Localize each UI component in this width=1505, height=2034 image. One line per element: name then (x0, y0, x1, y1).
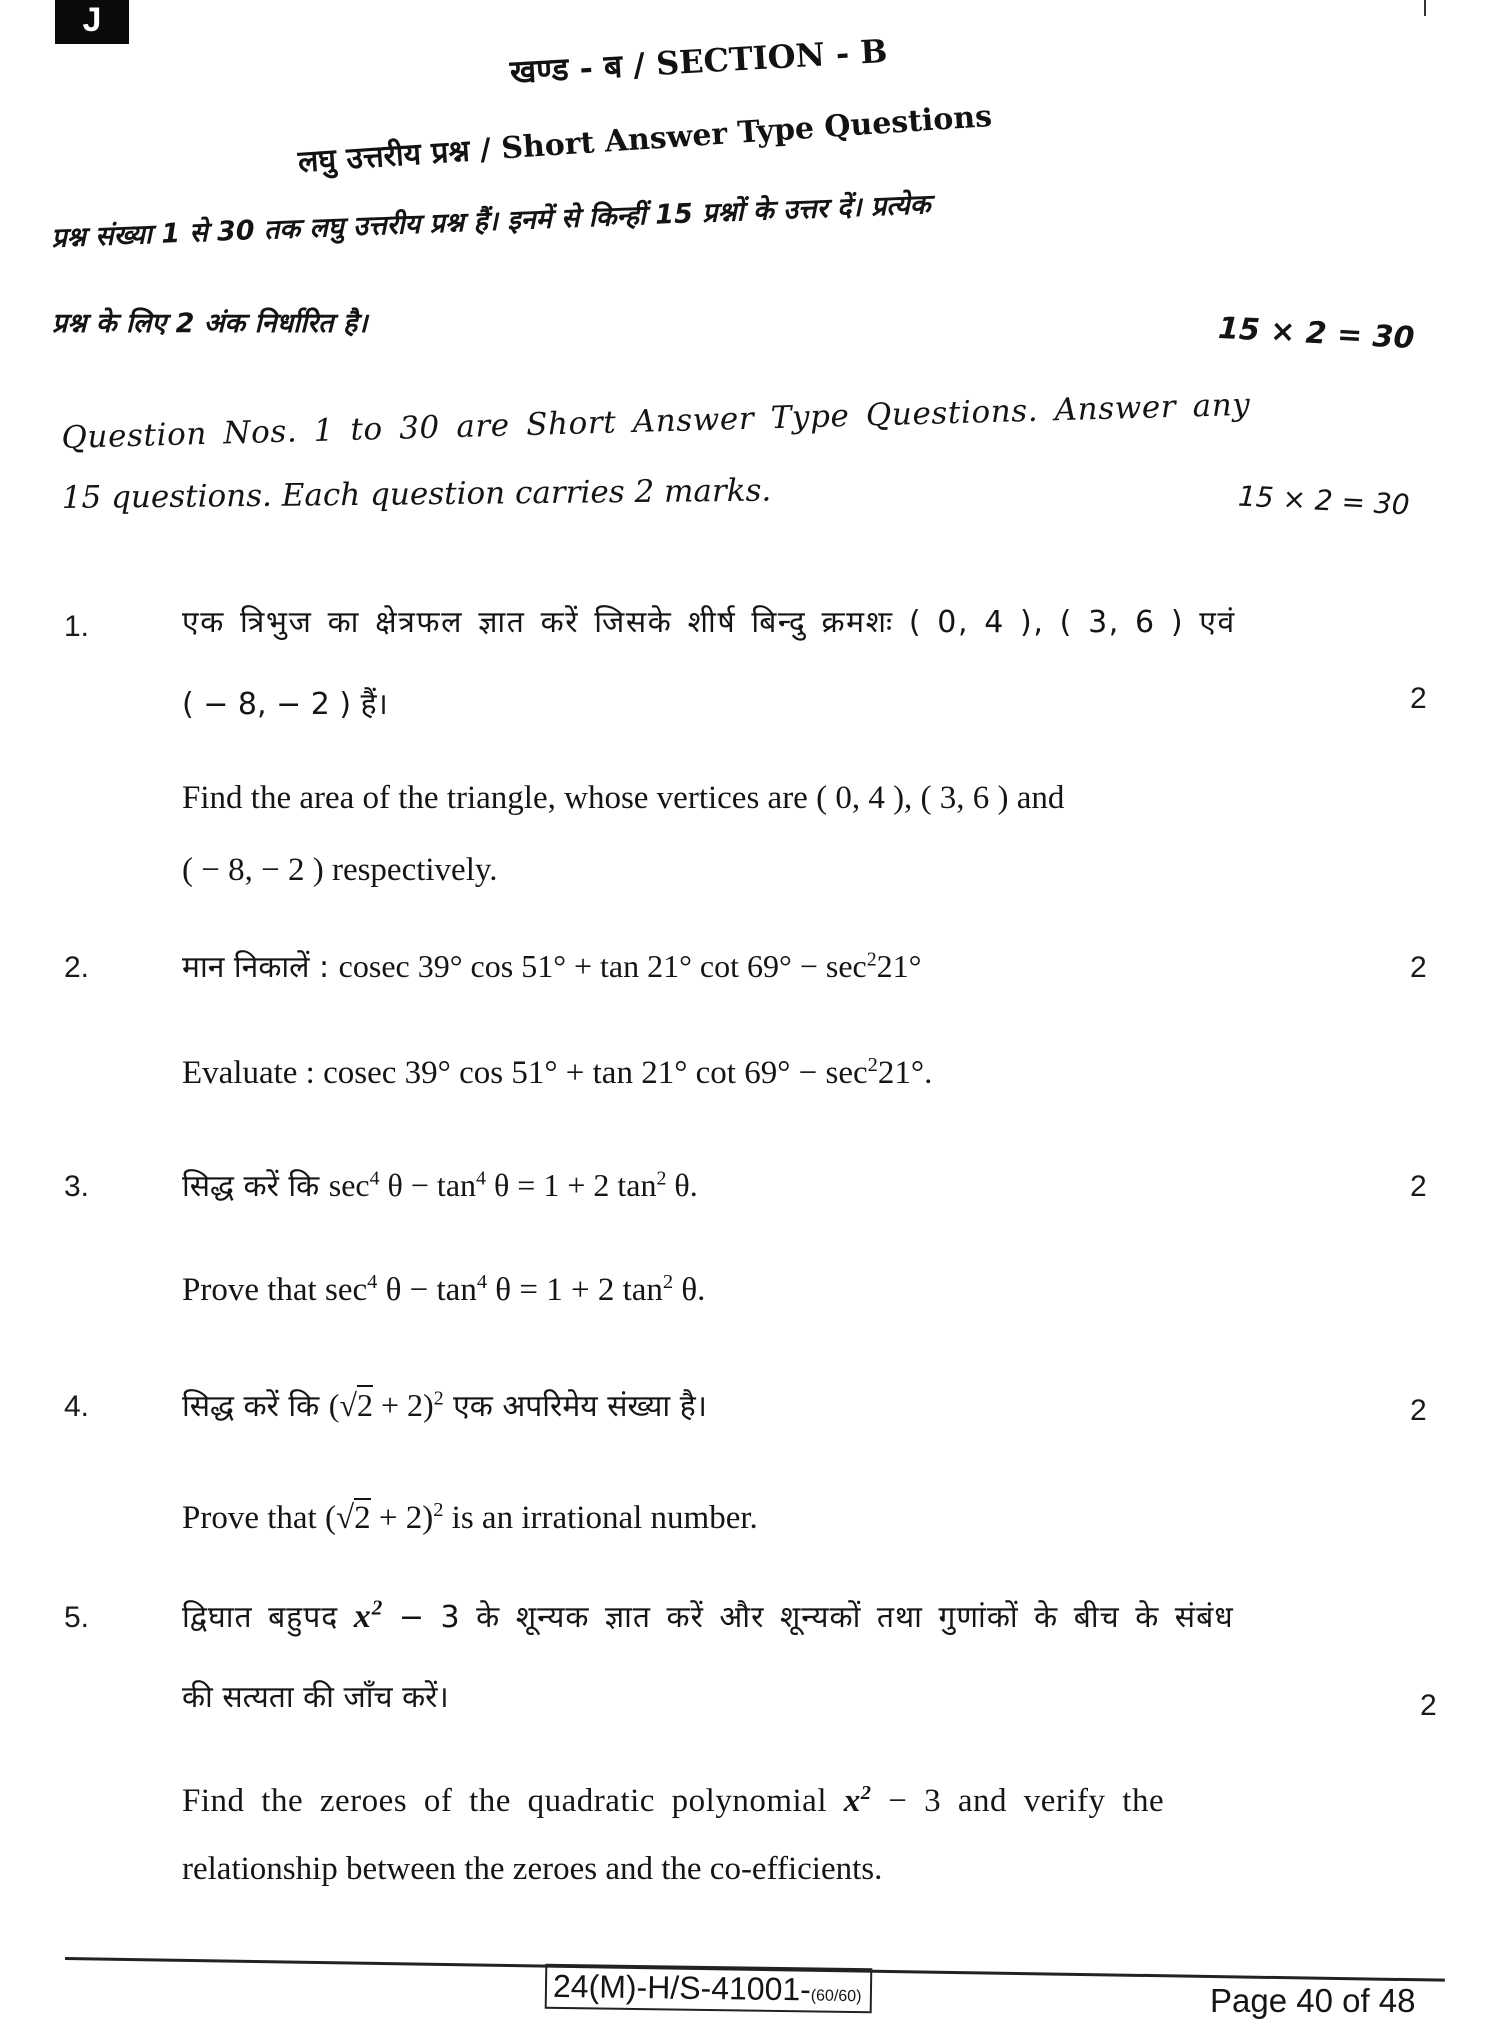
expression-part: + 2) (370, 1500, 434, 1536)
corner-mark (1424, 0, 1426, 16)
question-english-prefix: Evaluate : (182, 1055, 315, 1091)
identity-expression (325, 1272, 705, 1308)
question-english-line2: relationship between the zeroes and the co-efficients. (182, 1851, 883, 1887)
exponent: 2 (860, 1782, 872, 1804)
question-english-line2: ( − 8, − 2 ) respectively. (182, 852, 498, 888)
question-hindi-line2: की सत्यता की जाँच करें। (182, 1680, 449, 1715)
question-hindi-line (182, 945, 921, 986)
expression-part: cosec 39° cos 51° + tan 21° cot 69° − sec (338, 948, 867, 984)
question-number: 5. (64, 1601, 90, 1634)
question-hindi-suffix: − 3 के शून्यक ज्ञात करें और शून्यकों तथा गुणांकों के बीच के संबंध (398, 1600, 1234, 1635)
question-english-prefix: Prove that (182, 1272, 317, 1308)
expression-part: (√ (324, 1500, 355, 1536)
question-english-suffix: − 3 and verify the (888, 1783, 1165, 1819)
variable: x (843, 1783, 861, 1819)
radical-expression (329, 1387, 444, 1423)
expression-part: θ − tan (387, 1167, 477, 1203)
question-marks: 2 (1410, 951, 1427, 984)
question-english-prefix: Find the zeroes of the quadratic polynomial (182, 1783, 828, 1819)
exponent: 2 (656, 1167, 667, 1190)
expression-part: θ. (681, 1272, 706, 1308)
question-english-line (182, 1272, 705, 1309)
exponent: 2 (662, 1271, 674, 1293)
paper-code-box (545, 1964, 872, 2014)
paper-code-suffix: (60/60) (810, 1987, 862, 2006)
question-hindi-line (182, 1164, 698, 1205)
question-marks: 2 (1410, 1170, 1427, 1203)
identity-expression (329, 1167, 698, 1203)
question-hindi-prefix: द्विघात बहुपद (182, 1600, 339, 1635)
trig-expression (339, 948, 922, 984)
exponent: 2 (433, 1387, 444, 1410)
question-number: 4. (64, 1390, 90, 1423)
question-english-suffix: is an irrational number. (451, 1500, 758, 1536)
expression-part: (√ (328, 1387, 357, 1423)
question-number: 3. (64, 1170, 90, 1203)
expression-part: 21° (877, 1055, 925, 1091)
exponent: 2 (866, 948, 877, 971)
question-hindi-line (182, 1384, 707, 1425)
question-hindi-line1 (182, 1595, 1234, 1636)
polynomial-variable (353, 1595, 384, 1635)
question-hindi-line2: ( − 8, − 2 ) हैं। (182, 687, 388, 722)
question-number: 2. (64, 951, 90, 984)
question-marks: 2 (1410, 682, 1427, 715)
instructions-hindi-line1: प्रश्न संख्या 1 से 30 तक लघु उत्तरीय प्रश्न हैं। इनमें से किन्हीं 15 प्रश्नों के उत्तर दें। प्रत्येक (50, 189, 932, 255)
section-title: खण्ड - ब / SECTION - B (508, 31, 889, 91)
question-english-line (182, 1500, 758, 1537)
radicand: 2 (354, 1500, 371, 1536)
expression-part: θ = 1 + 2 tan (495, 1272, 663, 1308)
exponent: 4 (476, 1271, 488, 1293)
question-english-line1: Find the area of the triangle, whose vertices are ( 0, 4 ), ( 3, 6 ) and (182, 780, 1065, 816)
page-number: Page 40 of 48 (1210, 1982, 1416, 2019)
exponent: 4 (369, 1167, 380, 1190)
question-marks: 2 (1410, 1394, 1427, 1427)
question-hindi-prefix: मान निकालें : (182, 950, 330, 985)
instructions-hindi-line2: प्रश्न के लिए 2 अंक निर्धारित है। (52, 308, 368, 339)
variable: x (353, 1598, 372, 1635)
question-marks: 2 (1420, 1689, 1437, 1722)
trig-expression (323, 1055, 932, 1091)
expression-part: θ. (674, 1167, 698, 1203)
expression-part: cosec 39° cos 51° + tan 21° cot 69° − sec (323, 1055, 868, 1091)
radicand: 2 (356, 1387, 373, 1423)
polynomial-variable (844, 1783, 872, 1819)
expression-part: θ − tan (385, 1272, 477, 1308)
exponent: 4 (367, 1271, 378, 1293)
expression-part: sec (324, 1272, 368, 1308)
expression-part: sec (328, 1167, 370, 1203)
exponent: 2 (433, 1499, 444, 1521)
expression-suffix: . (924, 1055, 933, 1091)
question-english-prefix: Prove that (182, 1500, 317, 1536)
paper-code: 24(M)-H/S-41001- (552, 1967, 812, 2008)
question-hindi-prefix: सिद्ध करें कि (182, 1389, 320, 1424)
expression-part: + 2) (372, 1387, 434, 1423)
exponent: 2 (867, 1054, 878, 1076)
instructions-english-line1: Question Nos. 1 to 30 are Short Answer Type Questions. Answer any (60, 386, 1251, 456)
question-number: 1. (64, 610, 90, 643)
marks-total-english: 15 × 2 = 30 (1237, 479, 1411, 522)
question-hindi-prefix: सिद्ध करें कि (182, 1169, 320, 1204)
question-english-line (182, 1055, 932, 1092)
expression-part: θ = 1 + 2 tan (493, 1167, 657, 1203)
question-english-line1 (182, 1783, 1164, 1820)
marks-total-hindi: 15 × 2 = 30 (1217, 310, 1416, 357)
radical-expression (325, 1500, 443, 1536)
exponent: 4 (476, 1167, 486, 1190)
section-subtitle: लघु उत्तरीय प्रश्न / Short Answer Type Questions (296, 98, 994, 180)
exponent: 2 (371, 1595, 384, 1620)
series-badge (55, 0, 129, 44)
question-hindi-line1: एक त्रिभुज का क्षेत्रफल ज्ञात करें जिसके शीर्ष बिन्दु क्रमशः ( 0, 4 ), ( 3, 6 ) एवं (182, 605, 1236, 640)
question-hindi-suffix: एक अपरिमेय संख्या है। (453, 1389, 708, 1424)
expression-part: 21° (876, 948, 922, 984)
instructions-english-line2: 15 questions. Each question carries 2 marks. (61, 472, 772, 516)
series-badge-label: J (82, 1, 102, 39)
